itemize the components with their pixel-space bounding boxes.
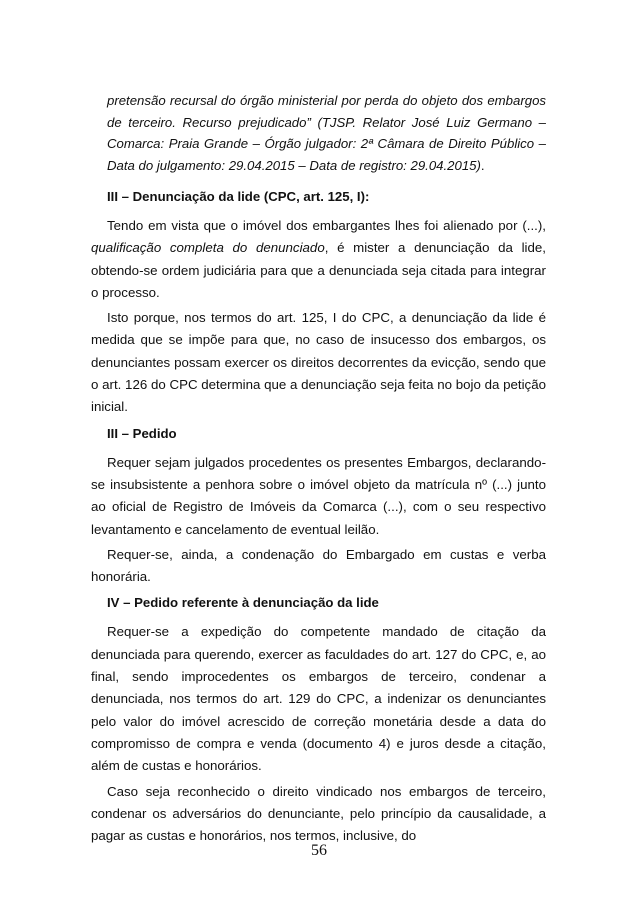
paragraph-emphasis: qualificação completa do denunciado — [91, 240, 325, 256]
paragraph-text: , é mister a denunciação da lide, obtendo-se ordem judiciária para que a denunciada seja citada para integrar o processo. — [91, 240, 546, 300]
page-content — [91, 90, 546, 850]
section-heading-pedido-denunciacao: IV – Pedido referente à denunciação da lide — [107, 595, 379, 611]
paragraph: Requer-se a expedição do competente mandado de citação da denunciada para querendo, exercer as faculdades do art. 127 do CPC, e, ao final, sendo improcedentes os embargos de terceiro, condenar a denunciada, nos termos do art. 129 do CPC, a indenizar os denunciantes pelo valor do imóvel acrescido de correção monetária desde a data do compromisso de compra e venda (documento 4) e juros desde a citação, além de custas e honorários. — [91, 624, 546, 774]
page-number: 56 — [311, 842, 327, 859]
paragraph — [91, 215, 546, 304]
jurisprudence-quote — [107, 90, 546, 176]
paragraph: Requer-se, ainda, a condenação do Embargado em custas e verba honorária. — [91, 546, 546, 585]
section-heading-denunciacao: III – Denunciação da lide (CPC, art. 125, I): — [107, 189, 370, 204]
quote-end: . — [480, 157, 485, 173]
section-heading-pedido: III – Pedido — [107, 425, 177, 441]
paragraph: Isto porque, nos termos do art. 125, I do CPC, a denunciação da lide é medida que se impõe para que, no caso de insucesso dos embargos, os denunciantes possam exercer os direitos decorrentes da evicção, sendo que o art. 126 do CPC determina que a denunciação seja feita no bojo da petição inicial. — [91, 310, 546, 415]
paragraph: Caso seja reconhecido o direito vindicado nos embargos de terceiro, condenar os adversários do denunciante, pelo princípio da causalidade, a pagar as custas e honorários, nos termos, inclusive, do — [91, 783, 546, 844]
quote-text: pretensão recursal do órgão ministerial por perda do objeto dos embargos de terceiro. Recurso prejudicado” (TJSP. Relator José Luiz Germano – Comarca: Praia Grande – Órgão julgador: 2ª Câmara de Direito Público – Data do julgamento: 29.04.2015 – Data de registro: 29.04.2015) — [107, 93, 546, 173]
paragraph-text: Tendo em vista que o imóvel dos embargantes lhes foi alienado por (...), — [107, 218, 546, 233]
paragraph: Requer sejam julgados procedentes os presentes Embargos, declarando-se insubsistente a penhora sobre o imóvel objeto da matrícula nº (...) junto ao oficial de Registro de Imóveis da Comarca (...), com o seu respectivo levantamento e cancelamento de eventual leilão. — [91, 454, 546, 537]
